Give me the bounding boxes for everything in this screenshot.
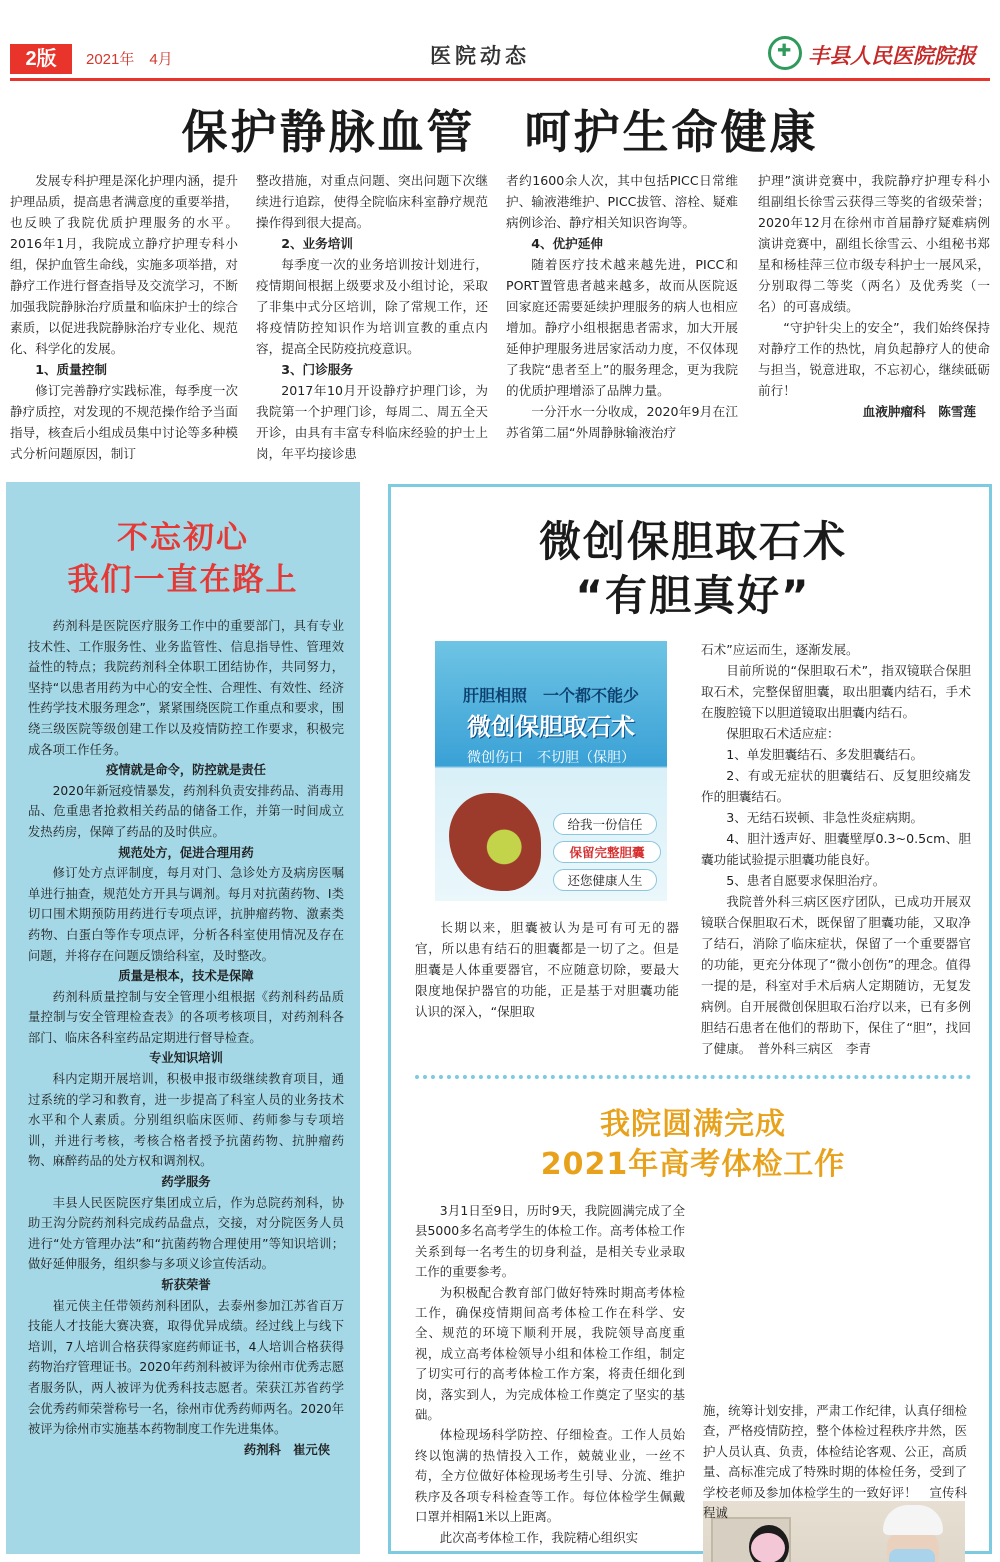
article1-col4 [758,170,990,422]
poster-line1: 肝胆相照 一个都不能少 [462,686,639,705]
paragraph: 每季度一次的业务培训按计划进行，疫情期间根据上级要求及小组讨论，采取了非集中式分区培训，除了常规工作，还将疫情防控知识作为培训宣教的重点内容，提高全民防疫抗疫意识。 [256,257,488,356]
pharmacy-panel [6,482,360,1554]
poster-line2: 微创保胆取石术 [467,713,635,741]
paragraph: 护理”演讲竞赛中，我院静疗护理专科小组副组长徐雪云获得三等奖的省级荣誉；2020年12月在徐州市首届静疗疑难病例演讲竞赛中，副组长徐雪云、小组秘书郑星和杨桂萍三位市级专科护士一展风采，分别取得二等奖（两名）及优秀奖（一名）的可喜成绩。 [758,173,990,314]
paragraph: 4、胆汁透声好、胆囊壁厚0.3~0.5cm、胆囊功能试验提示胆囊功能良好。 [701,831,971,867]
paragraph: 长期以来，胆囊被认为是可有可无的器官，所以患有结石的胆囊都是一切了之。但是胆囊是人体重要器官，不应随意切除，要最大限度地保护器官的功能，正是基于对胆囊功能认识的深入，“保胆取 [415,920,679,1019]
article3-col-right [701,639,971,1059]
article4-col-left [415,1201,685,1548]
paragraph: 随着医疗技术越来越先进，PICC和PORT置管患者越来越多，故而从医院返回家庭还需要延续护理服务的病人也相应增加。静疗小组根据患者需求，加大开展延伸护理服务进居家活动力度，不仅体现了我院“患者至上”的服务理念，更为我院的优质护理增添了品牌力量。 [506,257,738,398]
article4-col-right [703,1401,980,1523]
article2-body [28,616,344,1460]
paragraph: 者约1600余人次，其中包括PICC日常维护、输液港维护、PICC拔管、溶栓、疑难病例诊治、静疗相关知识咨询等。 [506,173,738,230]
paragraph: “守护针尖上的安全”，我们始终保持对静疗工作的热忱，肩负起静疗人的使命与担当，锐意进取，不忘初心，继续砥砺前行！ [758,320,990,398]
photo-student [739,1525,799,1562]
paragraph: 3月1日至9日，历时9天，我院圆满完成了全县5000多名高考学生的体检工作。高考体检工作关系到每一名考生的切身利益，是相关专业录取工作的重要参考。 [415,1203,685,1280]
gallbladder-illustration [449,793,541,891]
subheading: 4、优护延伸 [531,236,603,251]
article1-title: 保护静脉血管 呵护生命健康 [181,105,819,159]
article1-col2 [256,170,488,464]
paragraph: 修订处方点评制度，每月对门、急诊处方及病房医嘱单进行抽查，规范处方开具与调剂。每月对抗菌药物、Ⅰ类切口围术期预防用药进行专项点评，抗肿瘤药物、激素类药物、白蛋白等作专项点评，分析各科室使用情况及存在问题，并将存在问题反馈给科室，及时整改。 [28,866,344,963]
subheading: 专业知识培训 [149,1051,223,1066]
paragraph: 施，统筹计划安排，严肃工作纪律，认真仔细检查，严格疫情防控，整个体检过程秩序井然，医护人员认真、负责，体检结论客观、公正，高质量、高标准完成了特殊时期的体检任务，受到了学校老师及参加体检学生的一致好评！ 宣传科 程诚 [703,1403,980,1521]
byline: 药剂科 崔元侠 [243,1442,330,1457]
header-rule [10,78,990,81]
subheading: 质量是根本，技术是保障 [118,969,254,984]
paragraph: 2020年新冠疫情暴发，药剂科负责安排药品、消毒用品、危重患者抢救相关药品的储备工作，并第一时间成立发热药房，保障了药品的及时供应。 [28,783,344,839]
masthead [0,0,1000,80]
article3-col-left [415,917,679,1022]
paragraph: 发展专科护理是深化护理内涵，提升护理品质，提高患者满意度的重要举措，也反映了我院优质护理服务的水平。2016年1月，我院成立静疗护理专科小组，保护血管生命线，实施多项举措，对静疗工作进行督查指导及交流学习，不断加强我院静脉治疗质量和临床护士的综合素质，以促进我院静脉治疗专业化、规范化、科学化的发展。 [10,173,238,356]
article4-title-line2: 2021年高考体检工作 [540,1147,846,1182]
paragraph: 石术”应运而生，逐渐发展。 [701,642,859,657]
paragraph: 2017年10月开设静疗护理门诊，为我院第一个护理门诊，每周二、周五全天开诊，由具有丰富专科临床经验的护士上岗，年平均接诊患 [256,383,488,461]
poster-tag1: 给我一份信任 [553,813,657,835]
paragraph: 修订完善静疗实践标准，每季度一次静疗质控，对发现的不规范操作给予当面指导，核查后小组成员集中讨论等多种模式分析问题原因，制订 [10,383,238,461]
paragraph: 2、有或无症状的胆囊结石、反复胆绞痛发作的胆囊结石。 [701,768,971,804]
paragraph: 我院普外科三病区医疗团队，已成功开展双镜联合保胆取石术，既保留了胆囊功能，又取净了结石，消除了临床症状，保留了一个重要器官的功能，更充分体现了“微小创伤”的理念。值得一提的是，科室对手术后病人定期随访，无复发病例。自开展微创保胆取石治疗以来，已有多例胆结石患者在他们的帮助下，保住了“胆”，找回了健康。 普外科三病区 李青 [701,894,971,1056]
paragraph: 1、单发胆囊结石、多发胆囊结石。 [726,747,924,762]
subheading: 2、业务培训 [281,236,353,251]
paragraph: 3、无结石崁顿、非急性炎症病期。 [726,810,924,825]
issue-date: 2021年 4月 [86,51,173,68]
poster-tag3: 还您健康人生 [553,869,657,891]
paragraph: 丰县人民医院医疗集团成立后，作为总院药剂科，协助王沟分院药剂科完成药品盘点，交接，对分院医务人员进行“处方管理办法”和“抗菌药物合理使用”等知识培训；做好延伸服务，组织参与多项义诊宣传活动。 [28,1195,344,1272]
section-name: 医院动态 [430,44,530,68]
subheading: 药学服务 [161,1175,211,1190]
article1-col1 [10,170,238,464]
article2-title-line2: 我们一直在路上 [67,562,299,598]
dotted-divider [415,1075,971,1079]
byline: 血液肿瘤科 陈雪莲 [862,404,976,419]
article1-col3 [506,170,738,443]
right-panel [388,484,992,1554]
poster-line3: 微创伤口 不切胆（保胆） [467,750,635,766]
paragraph: 5、患者自愿要求保胆治疗。 [726,873,886,888]
paper-name: 丰县人民医院院报 [808,43,976,68]
subheading: 斩获荣誉 [161,1278,211,1292]
paragraph: 崔元侠主任带领药剂科团队，去泰州参加江苏省百万技能人才技能大赛决赛，取得优异成绩。经过线上与线下培训，7人培训合格获得家庭药师证书，4人培训合格获得药物治疗管理证书。2020年药剂科被评为徐州市优秀志愿者服务队，两人被评为优秀科技志愿者。荣获江苏省药学会优秀药师荣誉称号一名，徐州市优秀药师两名。2020年被评为徐州市实施基本药物制度工作先进集体。 [28,1298,344,1437]
paragraph: 药剂科质量控制与安全管理小组根据《药剂科药品质量控制与安全管理检查表》的各项考核项目，对药剂科各部门、临床各科室药品定期进行督导检查。 [28,989,344,1045]
subheading: 规范处方，促进合理用药 [118,845,254,860]
paragraph: 体检现场科学防控、仔细检查。工作人员始终以饱满的热情投入工作，兢兢业业，一丝不苟，全方位做好体检现场考生引导、分流、维护秩序及各项专科检查等工作。每位体检学生佩戴口罩并相隔1米以上距离。 [415,1427,685,1525]
paragraph: 为积极配合教育部门做好特殊时期高考体检工作，确保疫情期间高考体检工作在科学、安全、规范的环境下顺利开展，我院领导高度重视，成立高考体检领导小组和体检工作组，制定了切实可行的高考体检工作方案，将责任细化到岗，落实到人，为完成体检工作奠定了坚实的基础。 [415,1284,685,1423]
subheading: 3、门诊服务 [281,362,353,377]
hospital-cross-icon [768,36,802,70]
paragraph: 药剂科是医院医疗服务工作中的重要部门，具有专业技术性、工作服务性、业务监管性、信息指导性、管理效益性的特点；我院药剂科全体职工团结协作，共同努力，坚持“以患者用药为中心的安全性、合理性、有效性、经济性药学技术服务理念”，紧紧围绕医院工作重点和要求，围绕三级医院等级创建工作以及疫情防控工作要求，积极完成各项工作任务。 [28,619,344,757]
page-number: 2版 [10,44,72,74]
paragraph: 整改措施，对重点问题、突出问题下次继续进行追踪，使得全院临床科室静疗规范操作得到很大提高。 [256,173,488,230]
article2-title-line1: 不忘初心 [117,520,249,556]
gallbladder-poster [435,641,667,901]
article3-title-line1: 微创保胆取石术 [538,517,847,566]
paragraph: 目前所说的“保胆取石术”，指双镜联合保胆取石术，完整保留胆囊，取出胆囊内结石，手术在腹腔镜下以胆道镜取出胆囊内结石。 [701,663,971,720]
subheading: 1、质量控制 [35,362,107,377]
paragraph: 保胆取石术适应症： [726,726,840,741]
poster-tag2: 保留完整胆囊 [553,841,661,863]
article4-title-line1: 我院圆满完成 [600,1107,786,1142]
paragraph: 此次高考体检工作，我院精心组织实 [439,1529,639,1545]
subheading: 疫情就是命令，防控就是责任 [106,763,266,778]
paragraph: 一分汗水一分收成，2020年9月在江苏省第二届“外周静脉输液治疗 [506,404,738,440]
paragraph: 科内定期开展培训，积极申报市级继续教育项目，通过系统的学习和教育，进一步提高了科室人员的业务技术水平和个人素质。分别组织临床医师、药师参与专项培训，并进行考核，考核合格者授予抗菌药物、抗肿瘤药物、麻醉药品的处方权和调剂权。 [28,1072,344,1169]
article3-title-line2: “有胆真好” [575,571,811,620]
